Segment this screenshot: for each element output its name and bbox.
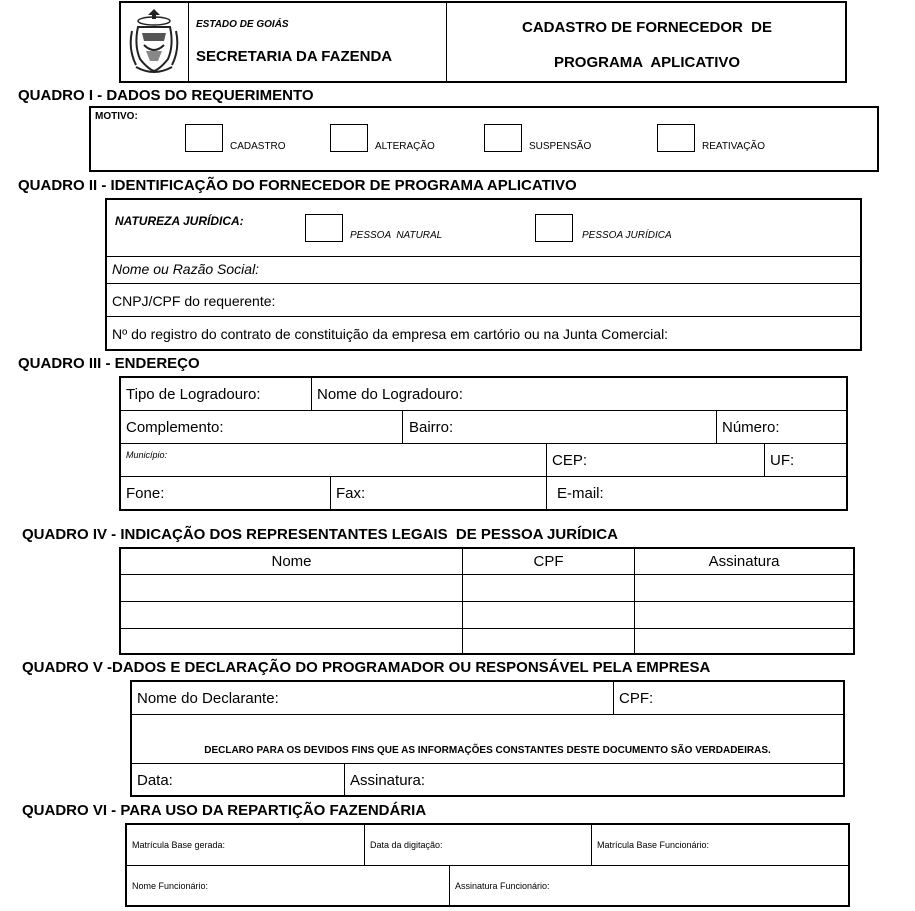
quadro6-divider-r1b: [591, 824, 592, 865]
cadastro-checkbox[interactable]: [185, 124, 223, 152]
quadro3-divider-r3a: [546, 444, 547, 476]
uf-label: UF:: [770, 452, 795, 469]
suspensao-checkbox[interactable]: [484, 124, 522, 152]
assinatura-funcionario-label: Assinatura Funcionário:: [455, 881, 550, 891]
fax-label: Fax:: [336, 485, 366, 502]
representante-1-cpf-cell[interactable]: [463, 575, 633, 601]
bairro-label: Bairro:: [409, 419, 454, 436]
pessoa-juridica-label: PESSOA JURÍDICA: [582, 230, 672, 241]
column-header-cpf: CPF: [533, 553, 564, 570]
razao-social-label: Nome ou Razão Social:: [112, 261, 260, 277]
representante-3-assinatura-cell[interactable]: [635, 629, 853, 653]
fone-label: Fone:: [126, 485, 165, 502]
quadro5-title: QUADRO V -DADOS E DECLARAÇÃO DO PROGRAMADOR OU RESPONSÁVEL PELA EMPRESA: [22, 659, 711, 676]
quadro3-divider-r4a: [330, 477, 331, 510]
declaration-text: DECLARO PARA OS DEVIDOS FINS QUE AS INFORMAÇÕES CONSTANTES DESTE DOCUMENTO SÃO VERDADEIRAS.: [204, 745, 771, 756]
pessoa-natural-label: PESSOA NATURAL: [350, 230, 443, 241]
numero-label: Número:: [722, 419, 780, 436]
representante-2-nome-cell[interactable]: [121, 602, 461, 628]
declarante-cpf-label: CPF:: [619, 690, 654, 707]
quadro2-title: QUADRO II - IDENTIFICAÇÃO DO FORNECEDOR DE PROGRAMA APLICATIVO: [18, 177, 577, 194]
header-divider-logo: [188, 2, 189, 82]
pessoa-juridica-checkbox[interactable]: [535, 214, 573, 242]
representante-2-cpf-cell[interactable]: [463, 602, 633, 628]
header-divider-title: [446, 2, 447, 82]
suspensao-label: SUSPENSÃO: [529, 141, 592, 152]
natureza-juridica-label: NATUREZA JURÍDICA:: [115, 214, 244, 228]
quadro5-divider-r1: [613, 681, 614, 714]
complemento-label: Complemento:: [126, 419, 224, 436]
matricula-funcionario-label: Matrícula Base Funcionário:: [597, 840, 710, 850]
tipo-logradouro-label: Tipo de Logradouro:: [126, 386, 261, 403]
nome-logradouro-label: Nome do Logradouro:: [317, 386, 463, 403]
quadro6-divider-r1a: [364, 824, 365, 865]
column-header-assinatura: Assinatura: [708, 553, 780, 570]
quadro5-row-line-1: [131, 714, 844, 715]
header-title-line1: CADASTRO DE FORNECEDOR DE: [521, 19, 772, 36]
goias-coat-of-arms-logo: [128, 5, 180, 77]
quadro5-divider-r3: [344, 764, 345, 796]
municipio-field[interactable]: [121, 444, 545, 475]
declarante-label: Nome do Declarante:: [137, 690, 279, 707]
representante-1-assinatura-cell[interactable]: [635, 575, 853, 601]
quadro3-divider-r4b: [546, 477, 547, 510]
column-header-nome: Nome: [271, 553, 312, 570]
cnpj-cpf-label: CNPJ/CPF do requerente:: [112, 293, 276, 309]
municipio-label: Município:: [126, 450, 168, 460]
email-label: E-mail:: [557, 485, 604, 502]
nome-funcionario-label: Nome Funcionário:: [132, 881, 209, 891]
assinatura-label: Assinatura:: [350, 772, 426, 789]
data-digitacao-label: Data da digitação:: [370, 840, 443, 850]
quadro3-divider-r2a: [402, 411, 403, 443]
header-state: ESTADO DE GOIÁS: [196, 19, 289, 30]
representante-3-cpf-cell[interactable]: [463, 629, 633, 653]
motivo-label: MOTIVO:: [95, 111, 138, 122]
quadro6-title: QUADRO VI - PARA USO DA REPARTIÇÃO FAZENDÁRIA: [22, 802, 427, 819]
cadastro-label: CADASTRO: [230, 141, 286, 152]
representante-3-nome-cell[interactable]: [121, 629, 461, 653]
quadro3-title: QUADRO III - ENDEREÇO: [18, 355, 200, 372]
quadro3-divider-r3b: [764, 444, 765, 476]
quadro3-divider-r1: [311, 377, 312, 410]
header-department: SECRETARIA DA FAZENDA: [196, 48, 393, 65]
alteracao-label: ALTERAÇÃO: [375, 141, 435, 152]
alteracao-checkbox[interactable]: [330, 124, 368, 152]
data-label: Data:: [137, 772, 173, 789]
header-title-line2: PROGRAMA APLICATIVO: [553, 54, 741, 71]
reativacao-checkbox[interactable]: [657, 124, 695, 152]
cep-label: CEP:: [552, 452, 588, 469]
quadro3-divider-r2b: [716, 411, 717, 443]
registro-label: Nº do registro do contrato de constituição da empresa em cartório ou na Junta Comercial:: [112, 326, 669, 342]
reativacao-label: REATIVAÇÃO: [702, 141, 765, 152]
pessoa-natural-checkbox[interactable]: [305, 214, 343, 242]
quadro1-title: QUADRO I - DADOS DO REQUERIMENTO: [18, 87, 314, 104]
quadro4-title: QUADRO IV - INDICAÇÃO DOS REPRESENTANTES LEGAIS DE PESSOA JURÍDICA: [22, 526, 618, 543]
representante-2-assinatura-cell[interactable]: [635, 602, 853, 628]
matricula-gerada-label: Matrícula Base gerada:: [132, 840, 226, 850]
representante-1-nome-cell[interactable]: [121, 575, 461, 601]
quadro6-divider-r2: [449, 866, 450, 906]
